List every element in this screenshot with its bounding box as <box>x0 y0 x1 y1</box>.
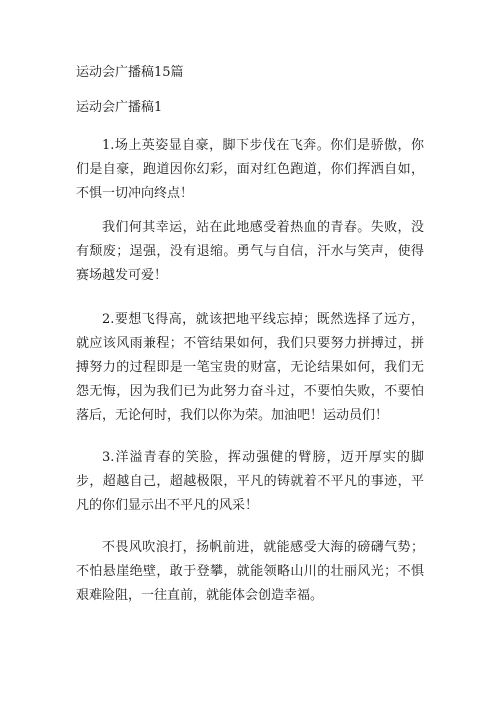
paragraph-4: 3.洋溢青春的笑脸，挥动强健的臂膀，迈开厚实的脚步，超越自己，超越极限，平凡的铸就着不平凡的事迹，平凡的你们显示出不平凡的风采！ <box>76 450 424 513</box>
paragraph-5: 不畏风吹浪打，扬帆前进，就能感受大海的磅礴气势；不怕悬崖绝壁，敢于登攀，就能领略山川的壮丽风光；不惧艰难险阻，一往直前，就能体会创造幸福。 <box>76 540 424 603</box>
paragraph-3: 2.要想飞得高，就该把地平线忘掉；既然选择了远方，就应该风雨兼程；不管结果如何，我们只要努力拼搏过，拼搏努力的过程即是一笔宝贵的财富，无论结果如何，我们无怨无悔，因为我们已为此努力奋斗过，不要怕失败，不要怕落后，无论何时，我们以你为荣。加油吧！运动员们！ <box>76 312 424 423</box>
paragraph-1: 1.场上英姿显自豪，脚下步伐在飞奔。你们是骄傲，你们是自豪，跑道因你幻彩，面对红色跑道，你们挥洒自如，不惧一切冲向终点！ <box>76 138 424 201</box>
document-title: 运动会广播稿15篇 <box>76 65 184 80</box>
section-title: 运动会广播稿1 <box>76 100 163 115</box>
paragraph-2: 我们何其幸运，站在此地感受着热血的青春。失败，没有颓废；逞强，没有退缩。勇气与自信，汗水与笑声，使得赛场越发可爱！ <box>76 220 424 283</box>
